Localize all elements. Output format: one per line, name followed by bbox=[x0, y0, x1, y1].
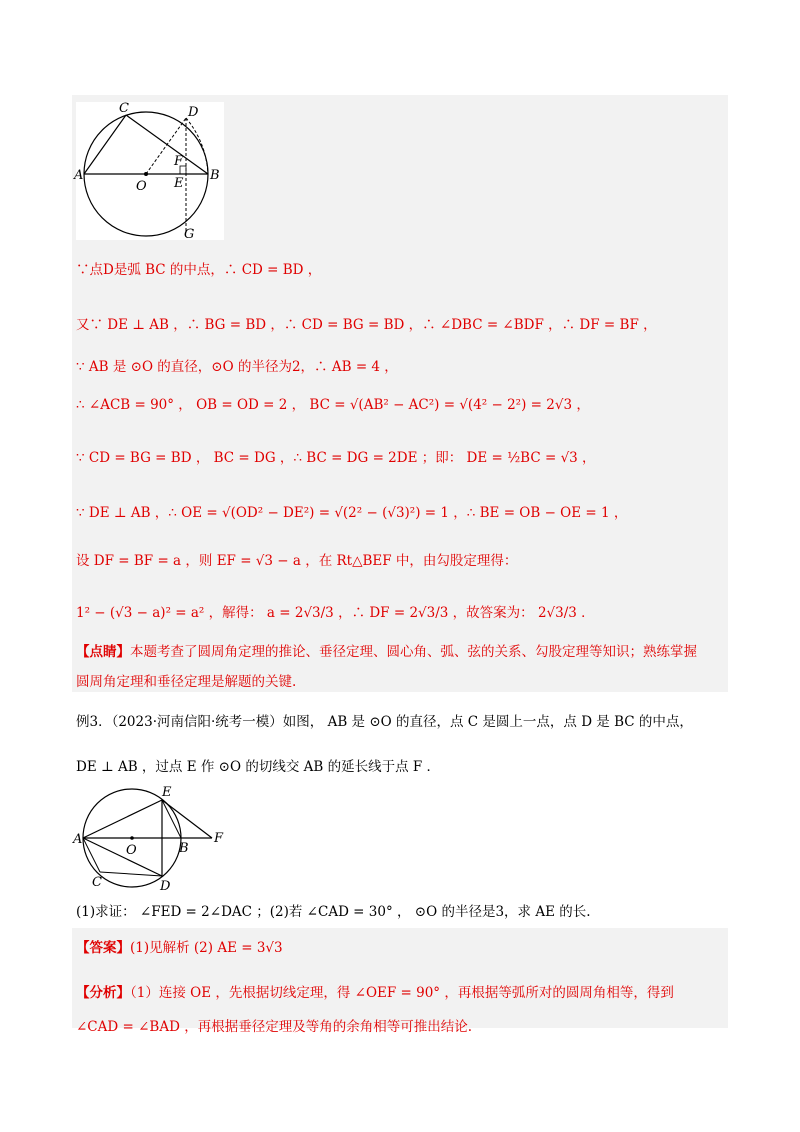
figure-1-label-o: O bbox=[136, 179, 147, 194]
figure-2-label-d: D bbox=[160, 879, 171, 894]
figure-2-label-f: F bbox=[214, 831, 224, 846]
solution-line-2: 又∵ DE ⊥ AB ，∴ BG = BD ，∴ CD = BG = BD ，∴ ∠DBC = ∠BDF ，∴ DF = BF ， bbox=[76, 317, 657, 333]
solution-line-7: 设 DF = BF = a ，则 EF = √3 − a ，在 Rt△BEF 中，由勾股定理得： bbox=[76, 553, 518, 569]
figure-1-label-d: D bbox=[188, 105, 199, 120]
figure-1-label-b: B bbox=[210, 168, 220, 183]
figure-2-label-o: O bbox=[126, 843, 137, 858]
analysis-line-1 bbox=[76, 983, 674, 1003]
question-line: (1)求证： ∠FED = 2∠DAC ；(2)若 ∠CAD = 30° ， ⊙O 的半径是3，求 AE 的长. bbox=[76, 904, 591, 920]
analysis-line-2: ∠CAD = ∠BAD ，再根据垂径定理及等角的余角相等可推出结论. bbox=[76, 1019, 472, 1035]
figure-2-label-c: C bbox=[92, 875, 102, 890]
figure-1-label-e: E bbox=[174, 176, 184, 191]
figure-1-label-c: C bbox=[119, 101, 129, 116]
answer-text: (1)见解析 (2) AE = 3√3 bbox=[130, 940, 283, 956]
figure-2-label-a: A bbox=[73, 832, 83, 847]
answer-tag: 【答案】 bbox=[76, 940, 130, 956]
figure-2-label-b: B bbox=[179, 841, 189, 856]
example-line-2: DE ⊥ AB ，过点 E 作 ⊙O 的切线交 AB 的延长线于点 F ． bbox=[76, 759, 441, 775]
example-line-1: 例3．（2023·河南信阳·统考一模）如图， AB 是 ⊙O 的直径，点 C 是圆上一点，点 D 是 BC 的中点， bbox=[76, 714, 693, 730]
solution-line-3: ∵ AB 是 ⊙O 的直径，⊙O 的半径为2，∴ AB = 4 ， bbox=[76, 359, 398, 375]
figure-2-circle-diagram bbox=[74, 784, 230, 894]
figure-1-label-a: A bbox=[74, 168, 84, 183]
analysis-text-1: （1）连接 OE ，先根据切线定理，得 ∠OEF = 90° ，再根据等弧所对的圆周角相等，得到 bbox=[130, 985, 674, 1001]
solution-line-4: ∴ ∠ACB = 90° ， OB = OD = 2 ， BC = √(AB² − AC²) = √(4² − 2²) = 2√3 ， bbox=[76, 397, 590, 413]
analysis-tag: 【分析】 bbox=[76, 985, 130, 1001]
comment-line-1 bbox=[76, 642, 697, 662]
solution-line-8: 1² − (√3 − a)² = a² ，解得： a = 2√3/3 ，∴ DF = 2√3/3 ，故答案为： 2√3/3 ． bbox=[76, 605, 595, 621]
comment-line-2: 圆周角定理和垂径定理是解题的关键. bbox=[76, 674, 297, 690]
answer-line bbox=[76, 938, 283, 958]
comment-tag: 【点睛】 bbox=[76, 644, 130, 660]
solution-line-6: ∵ DE ⊥ AB ，∴ OE = √(OD² − DE²) = √(2² − (√3)²) = 1 ，∴ BE = OB − OE = 1 ， bbox=[76, 505, 628, 521]
figure-1-circle-diagram bbox=[76, 102, 224, 240]
solution-line-1: ∵点D是弧 BC 的中点，∴ CD = BD ， bbox=[76, 262, 322, 278]
figure-1-label-f: F bbox=[174, 154, 184, 169]
solution-line-5: ∵ CD = BG = BD ， BC = DG ，∴ BC = DG = 2DE ；即： DE = ½BC = √3 ， bbox=[76, 450, 596, 466]
figure-2-label-e: E bbox=[162, 785, 172, 800]
figure-1-label-g: G bbox=[184, 227, 195, 242]
comment-text-1: 本题考查了圆周角定理的推论、垂径定理、圆心角、弧、弦的关系、勾股定理等知识；熟练掌握 bbox=[130, 644, 697, 660]
